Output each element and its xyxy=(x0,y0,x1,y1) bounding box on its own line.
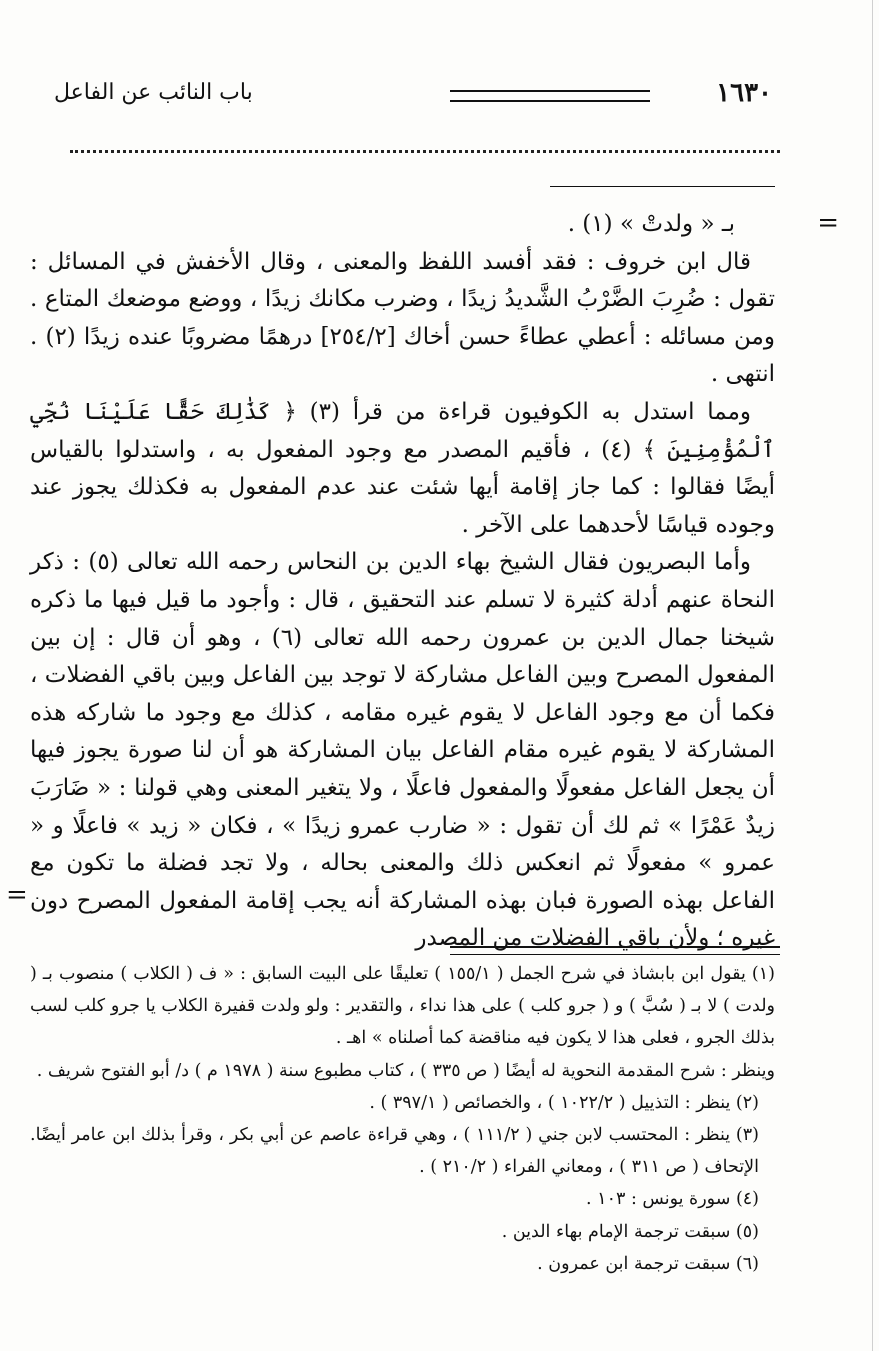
footnote-6: (٦) سبقت ترجمة ابن عمرون . xyxy=(537,1253,759,1274)
footnote-1: (١) يقول ابن بابشاذ في شرح الجمل ( ١٥٥/١ ) تعليقًا على البيت السابق : « ف ( الكلاب ) منصوب بـ ( ولدت ) لا بـ ( سُبَّ ) و ( جرو كلب ) على هذا نداء ، والتقدير : ولو ولدت قفيرة الكلاب يا جرو كلب لسب بذلك الجرو ، فعلى هذا لا يكون فيه مناقضة كما أصلناه » اهـ . xyxy=(30,964,775,1049)
page-header xyxy=(30,78,780,118)
paragraph-continuation: بـ « ولدتْ » (١) . xyxy=(567,211,735,237)
footnote-separator xyxy=(450,946,780,955)
footnote-3: (٣) ينظر : المحتسب لابن جني ( ١١١/٢ ) ، وهي قراءة عاصم عن أبي بكر ، وقرأ بذلك ابن عامر أيضًا. الإتحاف ( ص ٣١١ ) ، ومعاني الفراء ( ٢١٠/٢ ) . xyxy=(30,1125,759,1178)
footnote-5: (٥) سبقت ترجمة الإمام بهاء الدين . xyxy=(501,1221,759,1242)
continuation-mark-start: = xyxy=(817,208,839,238)
dotted-separator xyxy=(70,150,780,153)
main-text xyxy=(30,206,775,958)
header-double-rule xyxy=(450,90,650,102)
paragraph-3: وأما البصريون فقال الشيخ بهاء الدين بن النحاس رحمه الله تعالى (٥) : ذكر النحاة عنهم أدلة كثيرة لا تسلم عند التحقيق ، قال : وأجود ما قيل فيها ما ذكره شيخنا جمال الدين بن عمرون رحمه الله تعالى (٦) ، وهو أن قال : إن بين المفعول المصرح وبين الفاعل مشاركة لا توجد بين الفاعل وبين باقي الفضلات ، فكما أن مع وجود الفاعل لا يقوم غيره مقامه ، كذلك مع وجود ما شاركه هذه المشاركة لا يقوم غيره مقام الفاعل بيان المشاركة هو أن لنا صورة يجوز فيها أن يجعل الفاعل مفعولًا والمفعول فاعلًا ، ولا يتغير المعنى وهي قولنا : « ضَارَبَ زيدٌ عَمْرًا » ثم لك أن تقول : « ضارب عمرو زيدًا » ، فكان « زيد » فاعلًا و « عمرو » مفعولًا ثم انعكس ذلك والمعنى بحاله ، ولا تجد فضلة ما تكون مع الفاعل بهذه الصورة فبان بهذه المشاركة أنه يجب إقامة المفعول المصرح دون غيره ؛ ولأن باقي الفضلات من المصدر xyxy=(30,549,775,952)
paragraph-2: ومما استدل به الكوفيون قراءة من قرأ (٣) ﴿ كَذَٰلِكَ حَقًّا عَلَيْنَا نُجِّي ٱلْمُؤْمِنِينَ ﴾ (٤) ، فأقيم المصدر مع وجود المفعول به ، واستدلوا بالقياس أيضًا فقالوا : كما جاز إقامة أيها شئت عند عدم المفعول به فكذلك يجوز عند وجوده قياسًا لأحدهما على الآخر . xyxy=(30,398,775,538)
footnote-1-extra: وينظر : شرح المقدمة النحوية له أيضًا ( ص ٣٣٥ ) ، كتاب مطبوع سنة ( ١٩٧٨ م ) د/ أبو الفتوح شريف . xyxy=(36,1060,775,1081)
paragraph-1: قال ابن خروف : فقد أفسد اللفظ والمعنى ، وقال الأخفش في المسائل : تقول : ضُرِبَ الضَّرْبُ الشَّديدُ زيدًا ، وضرب مكانك زيدًا ، ووضع موضعك المتاع . ومن مسائله : أعطي عطاءً حسن أخاك [٢٥٤/٢] درهمًا مضروبًا عنده زيدًا (٢) . انتهى . xyxy=(30,248,775,388)
continuation-rule xyxy=(550,186,775,187)
chapter-title: باب النائب عن الفاعل xyxy=(54,80,253,105)
page-edge-line xyxy=(872,0,873,1351)
footnotes xyxy=(30,958,775,1280)
footnote-4: (٤) سورة يونس : ١٠٣ . xyxy=(586,1189,759,1210)
page-number: ١٦٣٠ xyxy=(716,78,772,108)
footnote-2: (٢) ينظر : التذييل ( ١٠٢٢/٢ ) ، والخصائص ( ٣٩٧/١ ) . xyxy=(369,1092,759,1113)
continuation-mark-end: = xyxy=(6,880,28,910)
